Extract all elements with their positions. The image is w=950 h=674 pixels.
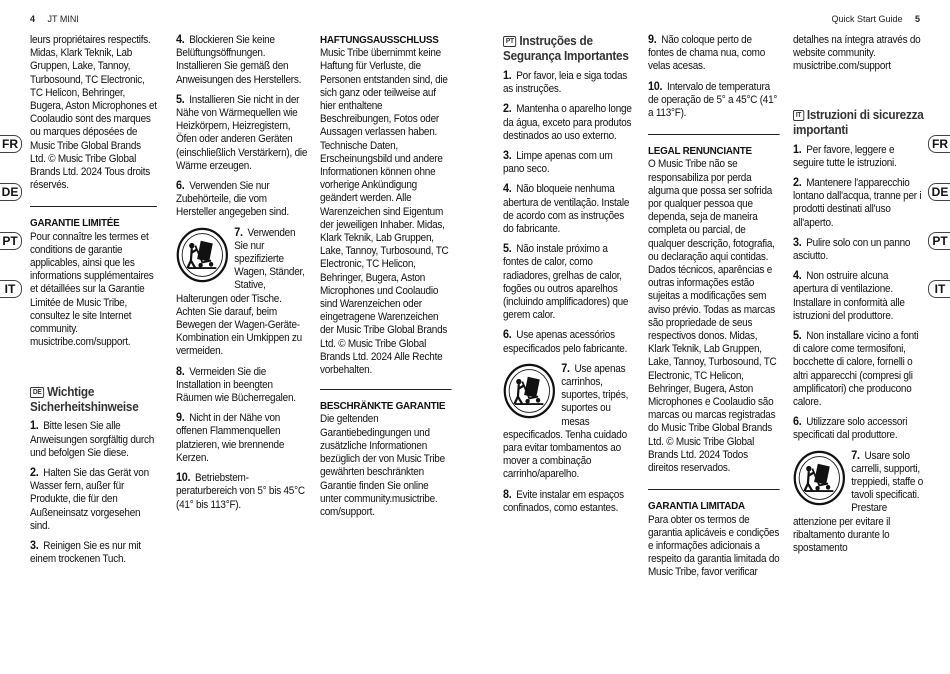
garantia-limitada-heading: GARANTIA LIMITADA <box>648 500 745 513</box>
item-text: Verwenden Sie nur Zubehörteile, die vom Hersteller angegeben sind. <box>176 180 289 219</box>
list-item-with-cart-warning <box>176 227 308 359</box>
side-tab-pt-right[interactable]: PT <box>928 232 950 250</box>
pt-lang-tag: PT <box>503 36 517 47</box>
item-number: 6. <box>793 416 802 429</box>
item-number: 3. <box>30 540 39 553</box>
cart-tip-over-warning-icon <box>503 363 556 419</box>
pt-safety-title: Instruções de Segurança Importantes <box>503 34 629 63</box>
item-text: Installieren Sie nicht in der Nähe von Wärmequellen wie Heizkörpern, Heizregistern, Öfen oder anderen Geräten (einschließlich Verstärkern), die Wärme erzeugen. <box>176 93 308 172</box>
cart-tip-over-warning-icon <box>793 450 846 506</box>
side-tab-pt-left[interactable]: PT <box>0 232 22 250</box>
list-item-with-cart-warning <box>793 450 925 556</box>
list-item <box>176 94 308 173</box>
list-item <box>503 183 635 236</box>
item-number: 7. <box>234 226 243 239</box>
list-item <box>648 34 780 74</box>
list-item <box>793 144 925 170</box>
item-text: Evite instalar em espaços confinados, como estantes. <box>503 488 624 514</box>
side-tab-fr-left[interactable]: FR <box>0 135 22 153</box>
item-text: Verwenden Sie nur spezifizierte Wagen, Ständer, Stative, Halterungen oder Tische. Achten Sie darauf, beim Bewegen der Wagen-Geräte-Kombination ein Umkippen zu vermeiden. <box>176 226 305 358</box>
list-item <box>503 103 635 143</box>
item-number: 9. <box>176 412 185 425</box>
item-number: 5. <box>503 243 512 256</box>
divider <box>30 206 157 207</box>
de-lang-tag: DE <box>30 387 44 398</box>
item-number: 1. <box>503 70 512 82</box>
item-number: 3. <box>793 236 802 249</box>
divider <box>648 134 780 135</box>
side-tab-de-left[interactable]: DE <box>0 183 22 201</box>
column-5 <box>648 34 780 580</box>
list-item-with-cart-warning <box>503 363 635 482</box>
pt-safety-heading <box>503 34 635 64</box>
garantie-limitee-body: Pour connaître les termes et conditions de garantie applicables, ainsi que les informations supplémentaires et détaillées sur la Garantie Limitée de Music Tribe, consultez le site Internet community. musictribe.com/support. <box>30 230 154 349</box>
left-doc-title: JT MINI <box>47 14 79 24</box>
garantie-limitee-heading: GARANTIE LIMITÉE <box>30 217 120 230</box>
item-number: 6. <box>503 329 512 342</box>
item-text: Não instale próximo a fontes de calor, como radiadores, grelhas de calor, fogões ou outros aparelhos (incluindo amplificadores) que gerem calor. <box>503 243 629 322</box>
it-safety-heading <box>793 108 925 138</box>
item-text: Limpe apenas com um pano seco. <box>503 150 613 176</box>
item-text: Per favore, leggere e seguire tutte le istruzioni. <box>793 143 897 169</box>
haftung-heading: HAFTUNGSAUSSCHLUSS <box>320 34 439 46</box>
item-number: 8. <box>176 365 185 378</box>
item-text: Intervalo de temperatura de operação de 5° a 45°C (41° a 113°F). <box>648 80 778 120</box>
item-number: 6. <box>176 180 185 193</box>
item-text: Não coloque perto de fontes de chama nua, como velas acesas. <box>648 34 766 73</box>
side-tab-de-right[interactable]: DE <box>928 183 950 201</box>
legal-renunciante-body: O Music Tribe não se responsabiliza por perda alguma que possa ser sofrida por qualquer pessoa que dependa, seja de maneira completa ou parcial, de qualquer descrição, fotografia, ou declaração aqui contidas. Dados técnicos, aparências e outras informações estão sujeitas a modificações sem aviso prévio. Todas as marcas são propriedade de seus respectivos donos. Midas, Klark Teknik, Lab Gruppen, Lake, Tannoy, Turbosound, TC Electronic, TC Helicon, Behringer, Bugera, Aston Microphones e Coolaudio são marcas ou marcas registradas do Music Tribe Global Brands Ltd. © Music Tribe Global Brands Ltd. 2024 Todos direitos reservados. <box>648 158 777 475</box>
right-page-number: 5 <box>914 14 920 24</box>
item-number: 1. <box>30 420 39 433</box>
legal-renunciante-heading: LEGAL RENUNCIANTE <box>648 145 752 158</box>
item-number: 7. <box>851 449 860 462</box>
item-text: Halten Sie das Gerät von Wasser fern, außer für Produkte, die für den Außeneinsatz vorgesehen sind. <box>30 467 149 532</box>
divider <box>320 389 452 390</box>
list-item <box>30 420 157 460</box>
column-3 <box>320 34 452 519</box>
list-item <box>176 412 308 465</box>
list-item <box>503 70 635 96</box>
right-doc-title: Quick Start Guide <box>831 14 903 24</box>
side-tab-it-left[interactable]: IT <box>0 280 22 298</box>
list-item <box>648 81 780 121</box>
fr-trademark-text: leurs propriétaires respectifs. Midas, Klark Teknik, Lab Gruppen, Lake, Tannoy, Turbosound, TC Electronic, TC Helicon, Behringer, Bugera, Aston Microphones et Coolaudio sont des marques ou marques déposées de Music Tribe Global Brands Ltd. © Music Tribe Global Brands Ltd. 2024 Tous droits réservés. <box>30 34 157 192</box>
item-text: Reinigen Sie es nur mit einem trockenen Tuch. <box>30 540 141 566</box>
item-text: Betriebstem-peraturbereich von 5° bis 45°C (41° bis 113°F). <box>176 472 305 511</box>
cart-tip-over-warning-icon <box>176 227 229 283</box>
left-page-header <box>30 14 79 24</box>
item-text: Mantenere l'apparecchio lontano dall'acqua, tranne per i prodotti destinati all'uso all'aperto. <box>793 177 922 229</box>
list-item <box>176 180 308 220</box>
list-item <box>30 540 157 566</box>
list-item <box>176 34 308 87</box>
item-text: Blockieren Sie keine Belüftungsöffnungen. Installieren Sie gemäß den Anweisungen des Herstellers. <box>176 34 302 86</box>
item-number: 4. <box>176 34 185 46</box>
item-number: 10. <box>176 472 191 485</box>
item-text: Non ostruire alcuna apertura di ventilazione. Installare in conformità alle istruzioni del produttore. <box>793 270 905 322</box>
de-safety-heading <box>30 385 157 415</box>
column-6 <box>793 34 925 562</box>
item-text: Mantenha o aparelho longe da água, exceto para produtos destinados ao uso externo. <box>503 103 632 142</box>
list-item <box>30 467 157 533</box>
it-lang-tag: IT <box>793 110 804 121</box>
item-text: Por favor, leia e siga todas as instruções. <box>503 70 628 96</box>
beschraenkte-garantie-heading: BESCHRÄNKTE GARANTIE <box>320 400 446 413</box>
item-text: Use apenas carrinhos, suportes, tripés, suportes ou mesas especificados. Tenha cuidado para evitar tombamentos ao mover a combinação carrinho/aparelho. <box>503 362 629 481</box>
item-number: 1. <box>793 143 802 156</box>
haftung-body: Music Tribe übernimmt keine Haftung für Verluste, die Personen entstanden sind, die sich ganz oder teilweise auf hier enthaltene Beschreibungen, Fotos oder Aussagen verlassen haben. Technische Daten, Erscheinungsbild und andere Informationen können ohne vorherige Ankündigung geändert werden. Alle Warenzeichen sind Eigentum der jeweiligen Inhaber. Midas, Klark Teknik, Lab Gruppen, Lake, Tannoy, Turbosound, TC Electronic, TC Helicon, Behringer, Bugera, Aston Microphones und Coolaudio sind Warenzeichen oder eingetragene Warenzeichen der Music Tribe Global Brands Ltd. © Music Tribe Global Brands Ltd. 2024 Alle Rechte vorbehalten. <box>320 47 449 377</box>
item-number: 9. <box>648 34 657 46</box>
item-text: Usare solo carrelli, supporti, treppiedi, staffe o tavoli specificati. Prestare attenzione per evitare il ribaltamento durante lo spostamento <box>793 449 924 555</box>
item-number: 2. <box>503 103 512 116</box>
divider <box>648 489 780 490</box>
right-page-header <box>831 14 920 24</box>
list-item <box>503 489 635 515</box>
de-safety-title: Wichtige Sicherheitshinweise <box>30 385 139 415</box>
list-item <box>176 366 308 406</box>
item-text: Não bloqueie nenhuma abertura de ventilação. Instale de acordo com as instruções do fabricante. <box>503 183 630 236</box>
item-number: 2. <box>30 467 39 480</box>
left-page-number: 4 <box>30 14 36 24</box>
item-number: 10. <box>648 80 663 93</box>
column-1 <box>30 34 157 574</box>
beschraenkte-garantie-body: Die geltenden Garantiebedingungen und zusätzliche Informationen bezüglich der von Music Tribe gewährten beschränkten Garantie finden Sie online unter community.musictribe. com/support. <box>320 413 445 518</box>
item-number: 7. <box>561 362 570 375</box>
item-number: 2. <box>793 177 802 190</box>
column-2 <box>176 34 308 519</box>
list-item <box>503 243 635 322</box>
list-item <box>793 270 925 323</box>
column-4 <box>503 34 635 522</box>
pt-warranty-tail: detalhes na íntegra através do website community. musictribe.com/support <box>793 34 921 73</box>
item-text: Pulire solo con un panno asciutto. <box>793 236 911 263</box>
garantia-limitada-body: Para obter os termos de garantia aplicáveis e condições e informações adicionais a respeito da garantia limitada do Music Tribe, favor verificar <box>648 513 780 579</box>
item-number: 8. <box>503 488 512 501</box>
item-text: Non installare vicino a fonti di calore come termosifoni, bocchette di calore, fornelli o altri apparecchi (compresi gli amplificatori) che producono calore. <box>793 330 919 409</box>
item-number: 4. <box>503 183 512 196</box>
list-item <box>793 416 925 442</box>
item-text: Utilizzare solo accessori specificati dal produttore. <box>793 416 908 442</box>
item-text: Use apenas acessórios especificados pelo fabricante. <box>503 329 628 355</box>
list-item <box>793 237 925 263</box>
list-item <box>503 150 635 176</box>
item-text: Vermeiden Sie die Installation in beengten Räumen wie Bücherregalen. <box>176 365 296 405</box>
list-item <box>176 472 308 512</box>
list-item <box>503 329 635 355</box>
side-tab-it-right[interactable]: IT <box>928 280 950 298</box>
item-number: 4. <box>793 270 802 283</box>
item-number: 3. <box>503 150 512 163</box>
item-text: Nicht in der Nähe von offenen Flammenquellen platzieren, wie brennende Kerzen. <box>176 412 285 464</box>
it-safety-title: Istruzioni di sicurezza importanti <box>793 107 924 137</box>
side-tab-fr-right[interactable]: FR <box>928 135 950 153</box>
item-text: Bitte lesen Sie alle Anweisungen sorgfältig durch und befolgen Sie diese. <box>30 420 155 459</box>
item-number: 5. <box>176 93 185 106</box>
list-item <box>793 177 925 230</box>
item-number: 5. <box>793 330 802 343</box>
list-item <box>793 330 925 409</box>
